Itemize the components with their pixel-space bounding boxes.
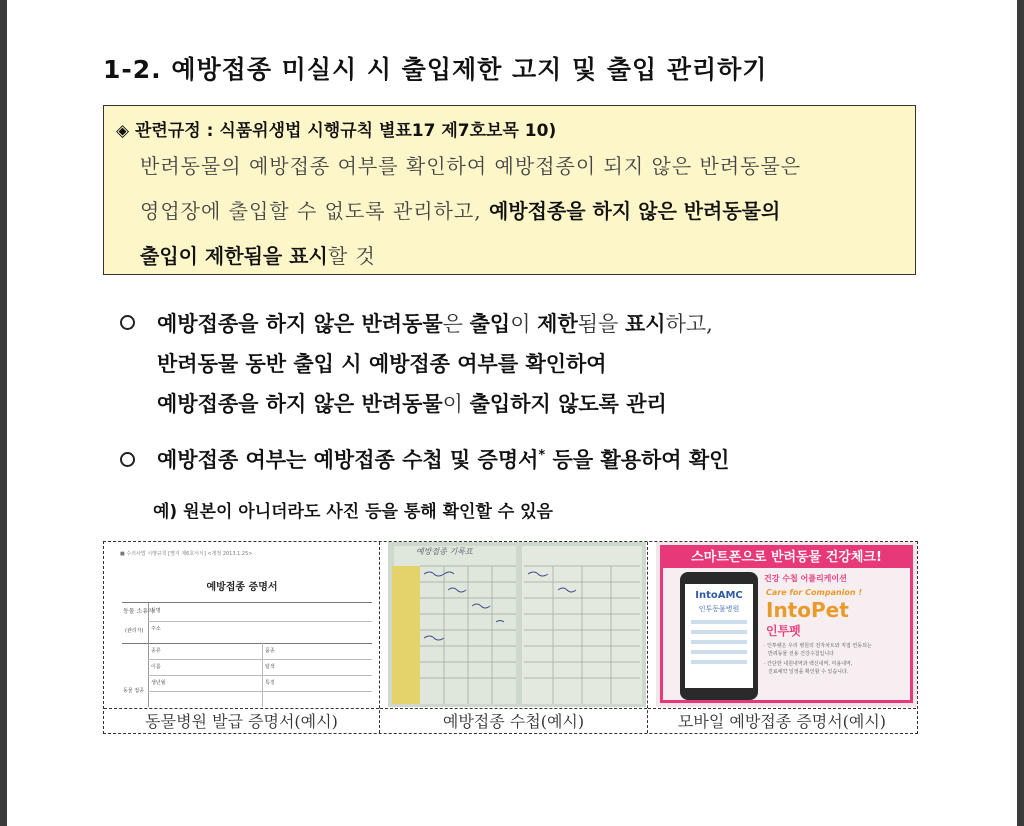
phone-brand-kr: 인투동물병원	[698, 605, 740, 613]
bullet-circle-icon	[120, 315, 135, 330]
regulation-box	[103, 105, 916, 275]
form-label: 종류	[151, 648, 161, 654]
form-label: 주소	[151, 626, 161, 632]
phone-body	[680, 572, 758, 700]
bullet-1-line-3	[157, 388, 667, 418]
certificate-image	[106, 542, 378, 707]
section-title: 1-2. 예방접종 미실시 시 출입제한 고지 및 출입 관리하기	[103, 55, 768, 84]
bullet-emphasis: 예방접종을 하지 않은 반려동물	[157, 312, 443, 336]
certificate-header: ■ 수의사법 시행규칙 [별지 제6호서식] <개정 2013.1.25>	[120, 551, 253, 557]
caption-certificate: 동물병원 발급 증명서(예시)	[104, 708, 379, 734]
form-label: 동물 소유자	[123, 608, 154, 615]
notebook-grid	[388, 542, 646, 707]
mobile-app-image	[656, 542, 917, 707]
example-images-table	[103, 541, 918, 734]
column-divider	[379, 542, 380, 733]
form-label: 동물 접종	[123, 688, 144, 694]
bullet-2	[157, 444, 729, 474]
certificate-title: 예방접종 증명서	[206, 582, 278, 593]
caption-mobile: 모바일 예방접종 증명서(예시)	[648, 708, 916, 734]
notebook-image	[388, 542, 646, 707]
form-label: 특징	[265, 680, 275, 686]
bullet-emphasis: 예방접종을 하지 않은 반려동물	[157, 392, 443, 416]
bullet-emphasis: 예방접종 여부는 예방접종 수첩 및 증명서	[157, 448, 539, 472]
bullet-text: 됨을	[577, 312, 625, 336]
app-subtitle: 건강 수첩 어플리케이션	[764, 574, 847, 583]
mobile-banner: 스마트폰으로 반려동물 건강체크!	[663, 548, 910, 568]
column-divider	[647, 542, 648, 733]
app-description: · 인투펫은 우리 병원의 전자차트와 직접 연동되는	[764, 643, 872, 649]
bullet-emphasis: 등을 활용하여 확인	[545, 448, 730, 472]
form-label: 성명	[151, 608, 161, 614]
footnote-mark: *	[538, 448, 546, 463]
regulation-emphasis: 예방접종을 하지 않은 반려동물의	[488, 199, 781, 223]
app-description: 반려동물 전용 건강수첩입니다	[768, 651, 834, 657]
bullet-text: 이	[510, 312, 538, 336]
example-note: 예) 원본이 아니더라도 사진 등을 통해 확인할 수 있음	[153, 502, 553, 522]
notebook-title: 예방접종 기록표	[416, 547, 473, 556]
brand-logo: IntoPet	[766, 598, 849, 622]
bullet-circle-icon	[120, 452, 135, 467]
form-label: 생년월	[151, 680, 166, 686]
bullet-emphasis: 표시	[625, 312, 666, 336]
app-description: · 간단한 내원내역과 백신내역, 미용내역,	[764, 661, 853, 667]
regulation-text: 할 것	[327, 244, 376, 268]
app-description: 진료예약 일정을 확인할 수 있습니다.	[768, 669, 849, 675]
regulation-line-2	[140, 195, 780, 224]
certificate-form	[122, 602, 372, 707]
bullet-emphasis: 반려동물 동반 출입 시 예방접종 여부를 확인하여	[157, 352, 607, 376]
form-label: 품종	[265, 648, 275, 654]
regulation-line-1	[140, 150, 801, 179]
phone-screen	[685, 584, 753, 688]
bullet-emphasis: 출입	[469, 312, 511, 336]
bullet-text: 이	[442, 392, 470, 416]
form-label: 털색	[265, 664, 275, 670]
bullet-text: 은	[442, 312, 470, 336]
bullet-1-line-2	[157, 348, 607, 378]
bullet-emphasis: 제한	[537, 312, 578, 336]
regulation-header: ◈ 관련규정 : 식품위생법 시행규칙 별표17 제7호보목 10)	[116, 121, 557, 141]
bullet-text: 하고,	[665, 312, 713, 336]
care-tagline: Care for Companion !	[766, 588, 863, 597]
bullet-emphasis: 출입하지 않도록 관리	[469, 392, 667, 416]
regulation-line-3	[140, 240, 376, 269]
document-page	[7, 0, 1017, 826]
caption-notebook: 예방접종 수첩(예시)	[380, 708, 647, 734]
phone-brand: IntoAMC	[695, 590, 743, 601]
form-label: 이름	[151, 664, 161, 670]
form-label: (관리자)	[125, 628, 144, 634]
regulation-emphasis: 출입이 제한됨을 표시	[140, 244, 328, 268]
brand-logo-kr: 인투펫	[766, 624, 801, 638]
regulation-text: 영업장에 출입할 수 없도록 관리하고,	[140, 199, 489, 223]
bullet-1-line-1	[157, 308, 713, 338]
regulation-text: 반려동물의 예방접종 여부를 확인하여 예방접종이 되지 않은 반려동물은	[140, 154, 802, 178]
